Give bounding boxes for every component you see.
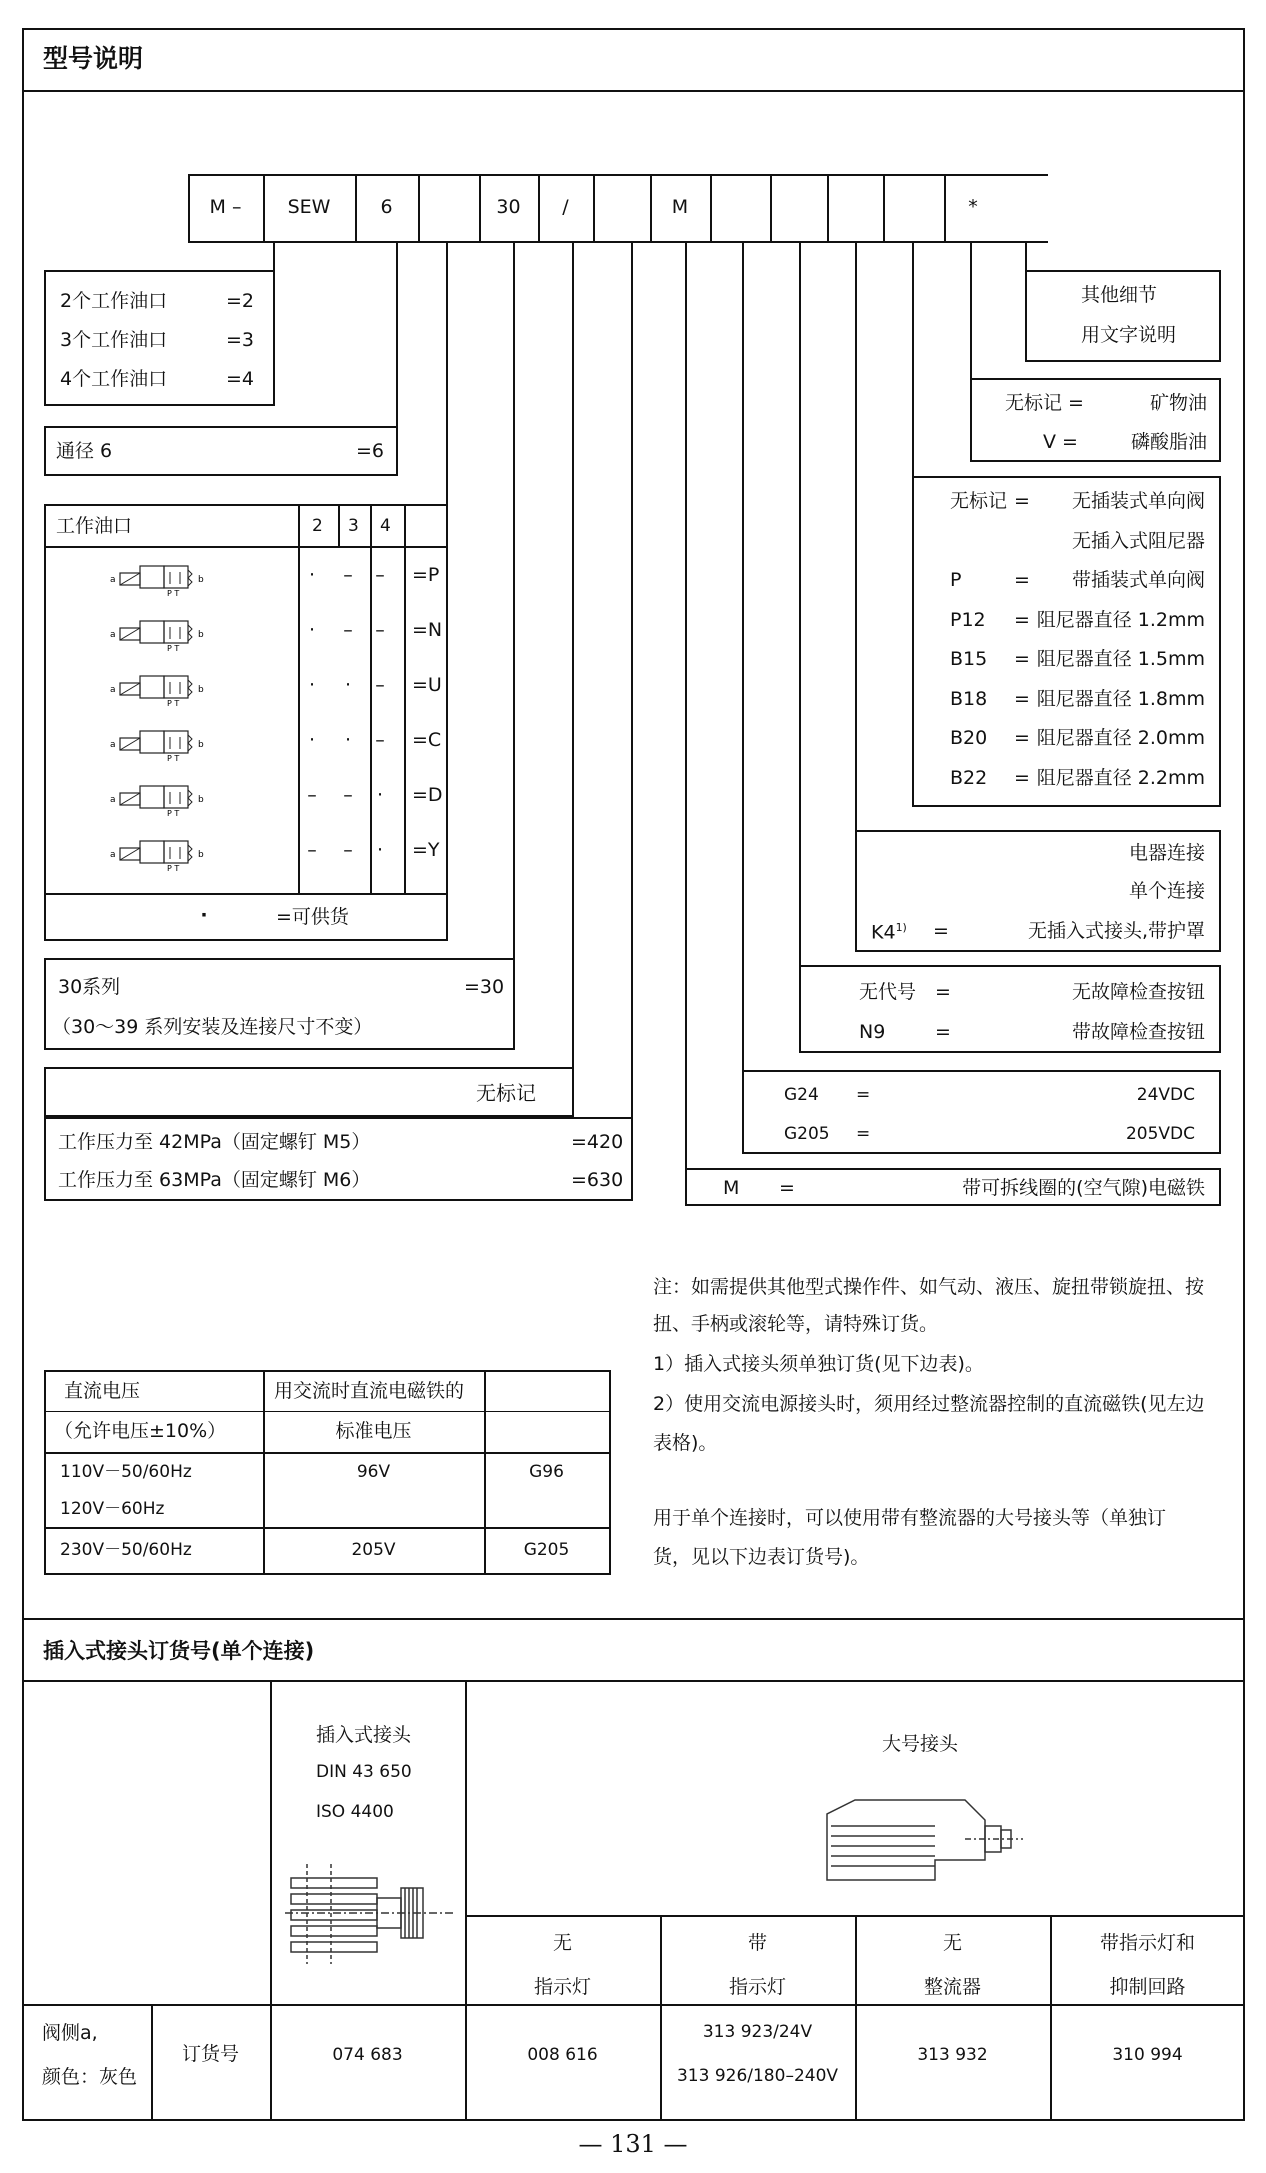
button-n9-value: 带故障检查按钮 [1071,1021,1205,1043]
port-row-3-mark-4: – [375,674,385,696]
port-row-6-code: =Y [412,839,440,861]
check-row-5-eq: = [1014,648,1030,670]
check-valve-box [912,476,1221,807]
port-row-1-code: =P [412,564,440,586]
order-with-lamp-24v: 313 923/24V [702,2022,813,2042]
voltage-g24-value: 24VDC [1136,1085,1195,1105]
solenoid-m-key: M [723,1177,740,1199]
svg-text:b: b [198,630,204,640]
port-table-col-3: 3 [348,516,359,536]
port-count-4-value: =4 [226,368,255,390]
series-note: （30～39 系列安装及连接尺寸不变） [52,1016,373,1038]
svg-text:a: a [110,740,116,750]
port-count-2-label: 2个工作油口 [60,290,168,312]
dc-header-standard: 标准电压 [335,1420,412,1442]
large-plug-label: 大号接头 [882,1733,959,1755]
series-value: =30 [464,976,505,998]
pressure-box [44,1117,633,1201]
header-divider [22,90,1245,92]
series-label: 30系列 [58,976,121,998]
port-table-title: 工作油口 [56,515,133,537]
check-row-8-key: B22 [950,766,988,789]
port-row-3-code: =U [412,674,442,696]
order-insert-plug: 074 683 [332,2045,403,2065]
dc-row2-code: G205 [523,1540,570,1560]
code-cell-3: 6 [380,196,393,218]
plug-section-title: 插入式接头订货号(单个连接) [43,1639,315,1663]
check-row-1-key: 无标记 [950,490,1008,512]
series-box [44,958,515,1050]
check-row-7-value: 阻尼器直径 2.0mm [1036,727,1205,749]
code-cell-8: M [671,196,689,218]
port-row-6-mark-3: – [343,839,353,861]
port-row-2-mark-4: – [375,619,385,641]
svg-text:b: b [198,575,204,585]
svg-text:P T: P T [167,864,180,873]
plug-din-label: DIN 43 650 [316,1762,412,1782]
valve-symbol-4 [110,723,220,763]
svg-text:P T: P T [167,644,180,653]
port-row-6-mark-4: · [376,839,384,861]
plug-col-1-line2: 指示灯 [533,1976,591,1998]
button-none-eq: = [935,981,951,1003]
valve-symbol-3 [110,668,220,708]
check-row-8-value: 阻尼器直径 2.2mm [1036,766,1205,789]
port-row-1-mark-4: – [375,564,385,586]
check-row-5-value: 阻尼器直径 1.5mm [1036,648,1205,670]
check-row-7-eq: = [1014,727,1030,749]
svg-text:a: a [110,575,116,585]
plug-col-4-line1: 带指示灯和 [1099,1932,1195,1954]
oil-type-box [970,378,1221,462]
bore-size-value: =6 [356,440,385,462]
voltage-g24-eq: = [856,1085,871,1105]
svg-text:a: a [110,795,116,805]
plug-insert-label: 插入式接头 [316,1724,412,1746]
electrical-connection-box [855,830,1221,952]
code-cell-6: / [562,196,569,218]
elec-single-connection: 单个连接 [1128,880,1205,902]
port-row-3-mark-2: · [308,674,316,696]
port-table-col-4: 4 [380,516,391,536]
order-number-label: 订货号 [181,2043,239,2065]
port-table-legend-dot: · [200,904,208,926]
pressure-63-label: 工作压力至 63MPa（固定螺钉 M6） [58,1169,371,1191]
port-row-3-mark-3: · [344,674,352,696]
check-row-4-eq: = [1014,608,1030,631]
other-details-line1: 其他细节 [1081,284,1158,306]
port-row-5-mark-4: · [376,784,384,806]
large-plug-drawing [815,1790,1025,1890]
elec-k4-value: 无插入式接头,带护罩 [1027,920,1205,942]
oil-phosphate-value: 磷酸脂油 [1130,431,1207,453]
port-row-5-code: =D [412,784,443,806]
button-n9-eq: = [935,1021,951,1043]
check-row-2-value: 无插入式阻尼器 [1071,529,1205,552]
dc-header-tolerance: （允许电压±10%） [54,1420,227,1442]
fault-check-button-box [799,965,1221,1053]
pressure-63-value: =630 [571,1169,624,1191]
voltage-g205-value: 205VDC [1125,1124,1195,1144]
bore-size-box [44,426,398,476]
dc-header-voltage: 直流电压 [64,1380,141,1402]
note-line-4: 2）使用交流电源接头时，须用经过整流器控制的直流磁铁(见左边 [653,1393,1205,1415]
svg-text:b: b [198,850,204,860]
code-cell-13: * [968,196,978,218]
check-row-4-value: 阻尼器直径 1.2mm [1036,608,1205,631]
check-row-3-eq: = [1014,569,1030,591]
oil-mineral-value: 矿物油 [1149,392,1207,414]
bore-size-label: 通径 6 [56,440,113,462]
note-line-5: 表格)。 [653,1432,718,1454]
voltage-g205-eq: = [856,1124,871,1144]
elec-k4-key: K4$^{1)}$ [871,921,907,944]
button-none-key: 无代号 [859,981,917,1003]
button-n9-key: N9 [859,1021,886,1043]
svg-text:a: a [110,630,116,640]
note-line-1: 注：如需提供其他型式操作件、如气动、液压、旋扭带锁旋扭、按 [653,1276,1205,1298]
note-line-6: 用于单个连接时，可以使用带有整流器的大号接头等（单独订 [653,1507,1167,1529]
pressure-42-label: 工作压力至 42MPa（固定螺钉 M5） [58,1131,371,1153]
dc-row1-input-a: 110V－50/60Hz [60,1462,192,1482]
order-no-rectifier: 313 932 [917,2045,988,2065]
check-row-3-key: P [950,569,962,591]
valve-symbol-1 [110,558,220,598]
valve-symbol-6 [110,833,220,873]
dc-row1-input-b: 120V－60Hz [60,1499,165,1519]
check-row-8-eq: = [1014,766,1030,789]
dc-row2-input: 230V－50/60Hz [60,1540,192,1560]
voltage-g205-key: G205 [784,1124,830,1144]
port-count-3-label: 3个工作油口 [60,329,168,351]
page-title: 型号说明 [43,44,144,73]
port-table-legend: =可供货 [276,906,349,928]
port-row-4-mark-2: · [308,729,316,751]
page-number: — 131 — [578,2130,688,2158]
port-count-2-value: =2 [226,290,255,312]
port-row-1-mark-3: – [343,564,353,586]
button-none-value: 无故障检查按钮 [1071,981,1205,1003]
port-row-4-code: =C [412,729,442,751]
svg-text:b: b [198,685,204,695]
note-line-2: 扭、手柄或滚轮等，请特殊订货。 [653,1313,939,1335]
note-line-7: 货，见以下边表订货号)。 [653,1546,870,1568]
order-no-lamp: 008 616 [527,2045,598,2065]
svg-text:b: b [198,795,204,805]
insert-plug-drawing [285,1860,455,1965]
check-row-4-key: P12 [950,608,986,631]
oil-mineral-key: 无标记 = [1005,392,1084,414]
elec-k4-eq: = [933,920,949,942]
valve-side-line2: 颜色：灰色 [42,2066,138,2088]
plug-col-4-line2: 抑制回路 [1109,1976,1186,1998]
valve-side-line1: 阀侧a, [42,2022,98,2044]
order-with-lamp-180-240v: 313 926/180–240V [676,2066,839,2086]
dc-voltage-table [44,1370,611,1575]
no-mark-box [44,1067,574,1117]
check-row-6-key: B18 [950,687,988,710]
port-row-1-mark-2: · [308,564,316,586]
plug-section-top-line [22,1618,1245,1620]
check-row-5-key: B15 [950,648,988,670]
code-cell-2: SEW [287,196,331,218]
svg-text:b: b [198,740,204,750]
note-line-3: 1）插入式接头须单独订货(见下边表)。 [653,1353,984,1375]
port-row-2-code: =N [412,619,443,641]
port-count-4-label: 4个工作油口 [60,368,168,390]
port-count-box [44,270,275,406]
svg-text:P T: P T [167,754,180,763]
svg-text:P T: P T [167,809,180,818]
svg-text:a: a [110,850,116,860]
port-count-3-value: =3 [226,329,255,351]
svg-text:P T: P T [167,699,180,708]
port-table-col-2: 2 [312,516,323,536]
plug-col-2-line2: 指示灯 [728,1976,786,1998]
port-row-4-mark-3: · [344,729,352,751]
plug-col-2-line1: 带 [747,1932,767,1954]
pressure-42-value: =420 [571,1131,624,1153]
order-lamp-suppression: 310 994 [1112,2045,1183,2065]
dc-header-ac: 用交流时直流电磁铁的 [274,1380,465,1402]
solenoid-m-value: 带可拆线圈的(空气隙)电磁铁 [962,1177,1205,1199]
other-details-box [1025,270,1221,362]
code-cell-1: M – [209,196,242,218]
port-row-6-mark-2: – [307,839,317,861]
solenoid-type-box [685,1168,1221,1206]
dc-row2-voltage: 205V [351,1540,396,1560]
valve-symbol-2 [110,613,220,653]
check-row-3-value: 带插装式单向阀 [1071,569,1205,591]
dc-row1-code: G96 [529,1462,564,1482]
check-row-6-value: 阻尼器直径 1.8mm [1036,687,1205,710]
port-row-2-mark-2: · [308,619,316,641]
plug-col-3-line1: 无 [942,1932,962,1954]
plug-col-3-line2: 整流器 [923,1976,981,1998]
no-mark-text: 无标记 [476,1081,536,1105]
port-function-table [44,504,448,941]
check-row-1-value: 无插装式单向阀 [1071,490,1205,512]
svg-text:P T: P T [167,589,180,598]
check-row-7-key: B20 [950,727,988,749]
solenoid-m-eq: = [779,1177,795,1199]
other-details-line2: 用文字说明 [1081,324,1177,346]
dc-row1-voltage: 96V [356,1462,391,1482]
port-row-4-mark-4: – [375,729,385,751]
port-row-5-mark-2: – [307,784,317,806]
code-cell-5: 30 [496,196,521,218]
port-row-2-mark-3: – [343,619,353,641]
plug-col-1-line1: 无 [552,1932,572,1954]
plug-iso-label: ISO 4400 [316,1802,394,1822]
oil-phosphate-key: V = [1043,431,1078,453]
svg-text:a: a [110,685,116,695]
voltage-g24-key: G24 [784,1085,819,1105]
elec-connection-title: 电器连接 [1128,842,1205,864]
check-row-1-eq: = [1014,490,1030,512]
valve-symbol-5 [110,778,220,818]
voltage-box [742,1070,1221,1154]
check-row-6-eq: = [1014,687,1030,710]
port-row-5-mark-3: – [343,784,353,806]
